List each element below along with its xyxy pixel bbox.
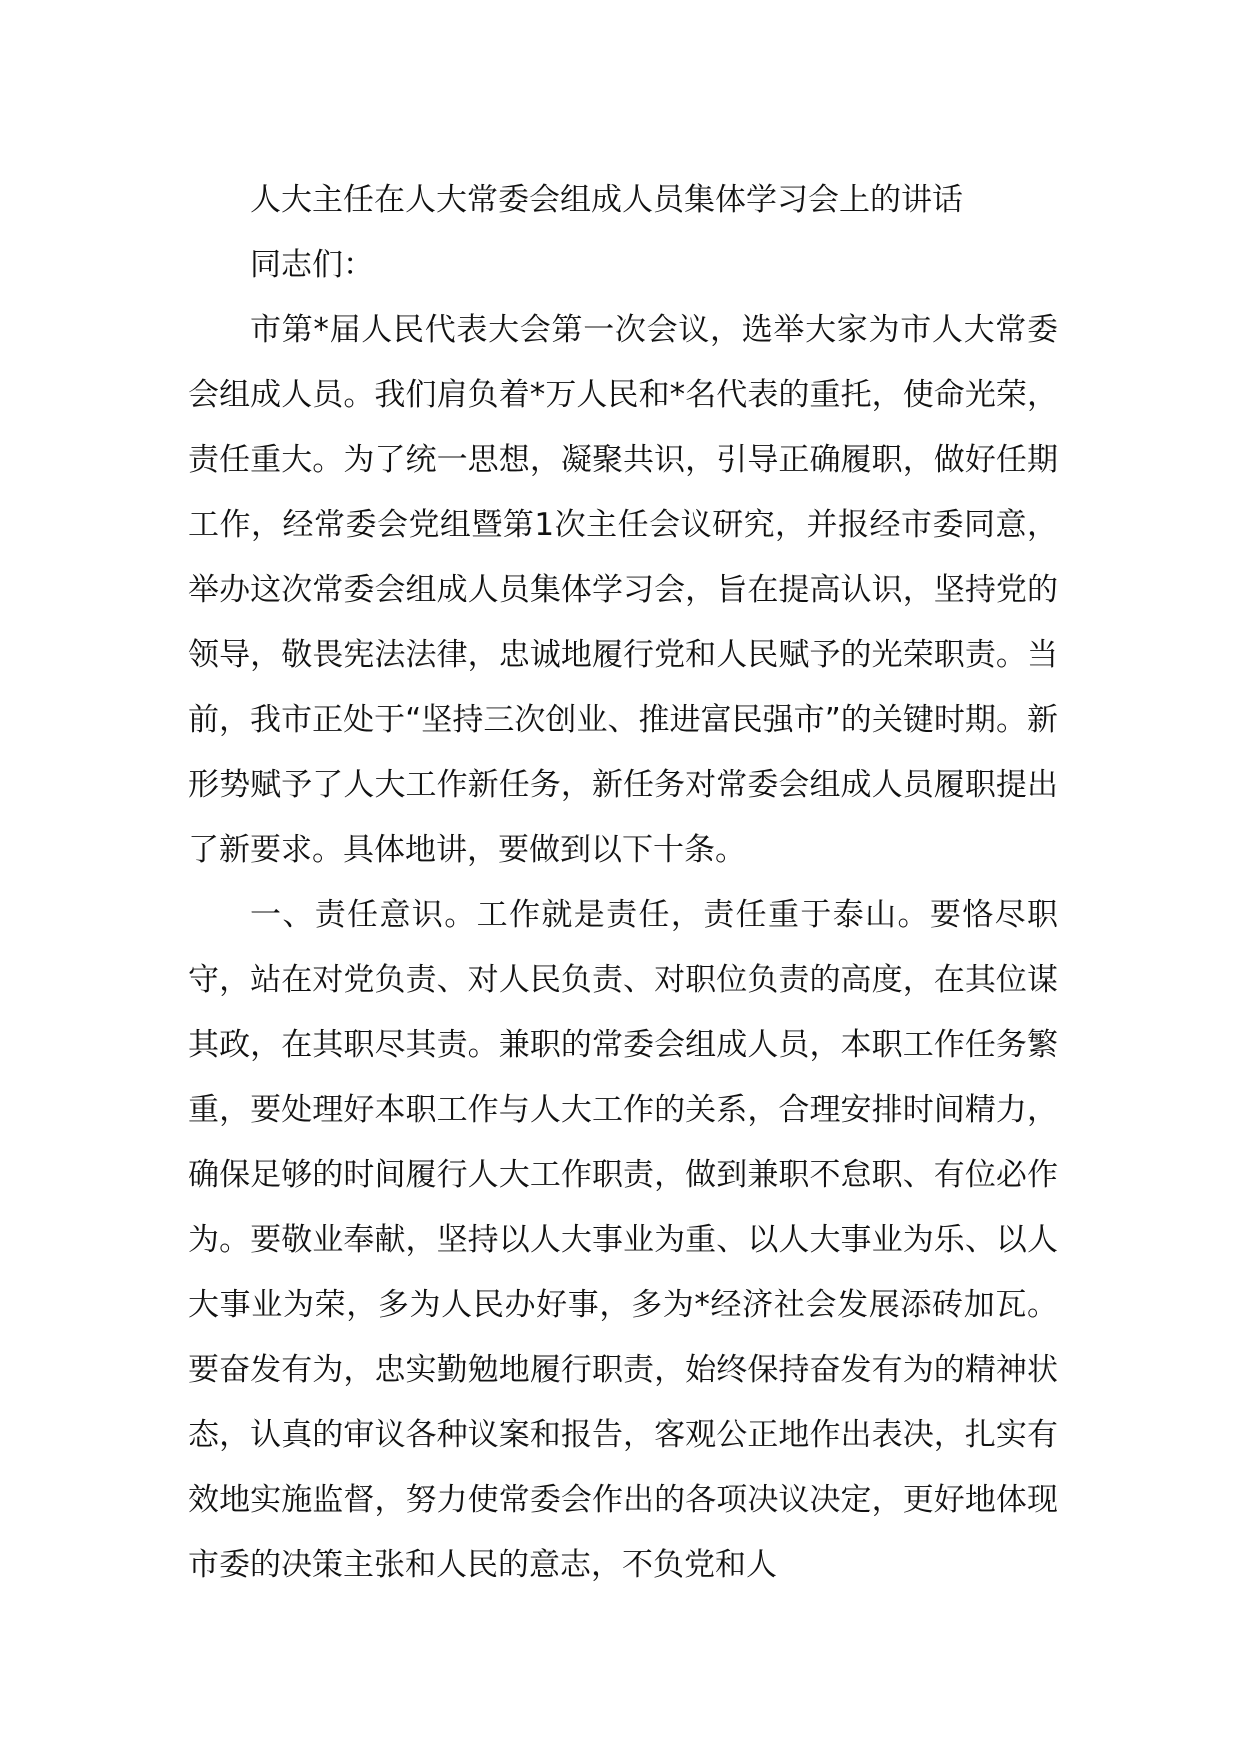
paragraph-2: 一、责任意识。工作就是责任，责任重于泰山。要恪尽职守，站在对党负责、对人民负责、对职位负责的高度，在其位谋其政，在其职尽其责。兼职的常委会组成人员，本职工作任务繁重，要处理好本职工作与人大工作的关系，合理安排时间精力，确保足够的时间履行人大工作职责，做到兼职不怠职、有位必作为。要敬业奉献，坚持以人大事业为重、以人大事业为乐、以人大事业为荣，多为人民办好事，多为*经济社会发展添砖加瓦。要奋发有为，忠实勤勉地履行职责，始终保持奋发有为的精神状态，认真的审议各种议案和报告，客观公正地作出表决，扎实有效地实施监督，努力使常委会作出的各项决议决定，更好地体现市委的决策主张和人民的意志，不负党和人 <box>188 897 1058 1583</box>
salutation: 同志们： <box>250 247 374 283</box>
paragraph-1: 市第*届人民代表大会第一次会议，选举大家为市人大常委会组成人员。我们肩负着*万人民和*名代表的重托，使命光荣，责任重大。为了统一思想，凝聚共识，引导正确履职，做好任期工作，经常委会党组暨第1次主任会议研究，并报经市委同意，举办这次常委会组成人员集体学习会，旨在提高认识，坚持党的领导，敬畏宪法法律，忠诚地履行党和人民赋予的光荣职责。当前，我市正处于“坚持三次创业、推进富民强市”的关键时期。新形势赋予了人大工作新任务，新任务对常委会组成人员履职提出了新要求。具体地讲，要做到以下十条。 <box>188 312 1058 868</box>
document-title: 人大主任在人大常委会组成人员集体学习会上的讲话 <box>250 182 963 218</box>
document-body <box>188 168 1058 1598</box>
